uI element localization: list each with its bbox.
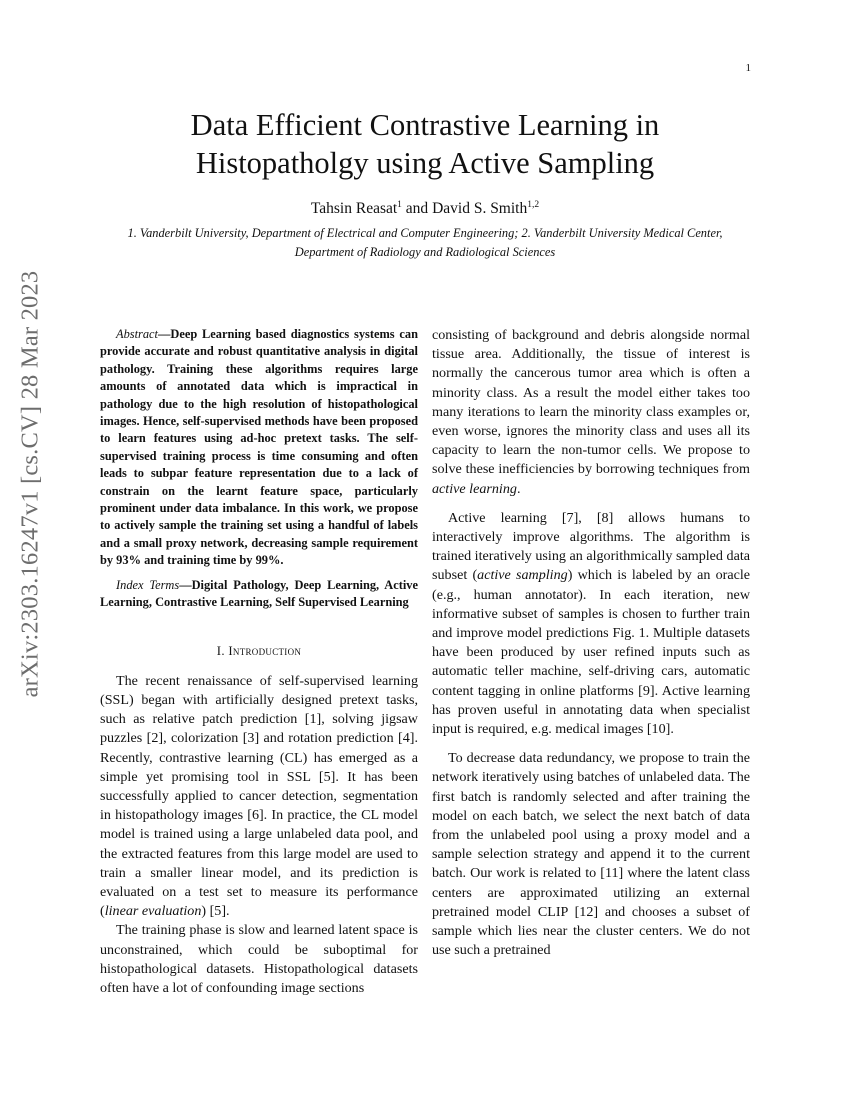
intro-p1-emphasis: linear evaluation bbox=[104, 903, 202, 920]
intro-p1-text: The recent renaissance of self-supervised learning (SSL) began with artificially designed pretext tasks, such as relative patch prediction [1], solving jigsaw puzzles [2], colorization [3] and rotation prediction [4]. Recently, contrastive learning (CL) has emerged as a simple yet promising tool in SSL [5]. It has been successfully applied to cancer detection, segmentation in histopathology images [6]. In practice, the CL model model is trained using a large unlabeled data pool, and the extracted features from this large model are used to train a smaller linear model, and its prediction is evaluated on a test set to measure its performance ( bbox=[100, 672, 418, 920]
abstract-label: Abstract bbox=[116, 327, 158, 341]
author-1-affiliation-mark: 1 bbox=[397, 200, 402, 210]
intro-paragraph-1 bbox=[100, 672, 418, 922]
author-list bbox=[100, 200, 750, 218]
section-numeral: I. bbox=[216, 643, 229, 658]
intro-p2-emphasis: active learning bbox=[432, 480, 517, 497]
intro-p3-text-end: ) which is labeled by an oracle (e.g., human annotator). In each iteration, new informative subset of samples is chosen to further train and improve model predictions Fig. 1. Multiple datasets have been produced by user refined inputs such as automatic teller machine, self-driving cars, automatic content tagging in online platforms [9]. Active learning has proven useful in annotating data when specialist input is required, e.g. medical images [10]. bbox=[432, 567, 750, 738]
abstract-text: —Deep Learning based diagnostics systems can provide accurate and robust quantitative analysis in digital pathology. Training these algorithms requires large amounts of annotated data which is impractical in pathology due to the high resolution of histopathological images. Hence, self-supervised methods have been proposed to learn features using ad-hoc pretext tasks. The self-supervised training process is time consuming and often leads to subpar feature representation due to a lack of constrain on the learnt feature space, particularly prominent under data imbalance. In this work, we propose to actively sample the training set using a handful of labels and a small proxy network, decreasing sample requirement by 93% and training time by 99%. bbox=[100, 327, 418, 568]
intro-paragraph-3 bbox=[432, 509, 750, 739]
left-column bbox=[100, 326, 418, 998]
right-column bbox=[432, 326, 750, 961]
section-heading-introduction bbox=[100, 642, 418, 661]
abstract bbox=[100, 326, 418, 570]
paper-title bbox=[100, 106, 750, 182]
arxiv-identifier-text: arXiv:2303.16247v1 [cs.CV] 28 Mar 2023 bbox=[16, 270, 43, 698]
author-2: David S. Smith bbox=[432, 200, 528, 218]
intro-p1-text-end: ) [5]. bbox=[201, 903, 230, 920]
intro-p2-text-continued: consisting of background and debris alongside normal tissue area. Additionally, the tissue of interest is normally the cancerous tumor area which is often a minority class. As a result the model either takes too many iterations to learn the minority class examples or, even worse, ignores the minority class and uses all its capacity to learn the non-tumor cells. We propose to solve these inefficiencies by borrowing techniques from bbox=[432, 327, 750, 478]
author-1: Tahsin Reasat bbox=[310, 200, 398, 218]
arxiv-identifier-stamp bbox=[6, 270, 54, 698]
intro-p3-text: Active learning [7], [8] allows humans to interactively improve algorithms. The algorithm is trained iteratively using an algorithmically sampled data subset ( bbox=[432, 509, 750, 584]
intro-p3-emphasis: active sampling bbox=[477, 567, 568, 584]
author-2-affiliation-mark: 1,2 bbox=[527, 200, 540, 210]
affiliations: 1. Vanderbilt University, Department of Electrical and Computer Engineering; 2. Vanderbilt University Medical Center, Department of Radiology and Radiological Sciences bbox=[127, 226, 723, 259]
author-conjunction: and bbox=[401, 200, 433, 218]
index-terms-label: Index Terms bbox=[116, 577, 180, 592]
intro-p2-text: The training phase is slow and learned latent space is unconstrained, which could be suboptimal for histopathological datasets. Histopathological datasets often have a lot of confounding image sections bbox=[100, 922, 418, 996]
index-terms-text: —Digital Pathology, Deep Learning, Active Learning, Contrastive Learning, Self Supervised Learning bbox=[100, 577, 418, 610]
section-title: Introduction bbox=[228, 643, 302, 658]
index-terms bbox=[100, 577, 418, 612]
page-number: 1 bbox=[745, 62, 751, 74]
title-line-2: Histopatholgy using Active Sampling bbox=[195, 146, 655, 180]
intro-paragraph-4 bbox=[432, 749, 750, 960]
intro-paragraph-2-continued bbox=[432, 326, 750, 499]
intro-p2-text-end: . bbox=[516, 480, 521, 497]
intro-paragraph-2 bbox=[100, 921, 418, 998]
intro-p4-text: To decrease data redundancy, we propose to train the network iteratively using batches of unlabeled data. The first batch is randomly selected and after training the model on each batch, we select the next batch of data from the unlabeled pool using a proxy model and a sample selection strategy and append it to the current batch. Our work is related to [11] where the latent class centers are approximated utilizing an external pretrained model CLIP [12] and chooses a subset of sample which lies near the cluster centers. We do not use such a pretrained bbox=[432, 750, 750, 959]
title-line-1: Data Efficient Contrastive Learning in bbox=[190, 108, 660, 142]
